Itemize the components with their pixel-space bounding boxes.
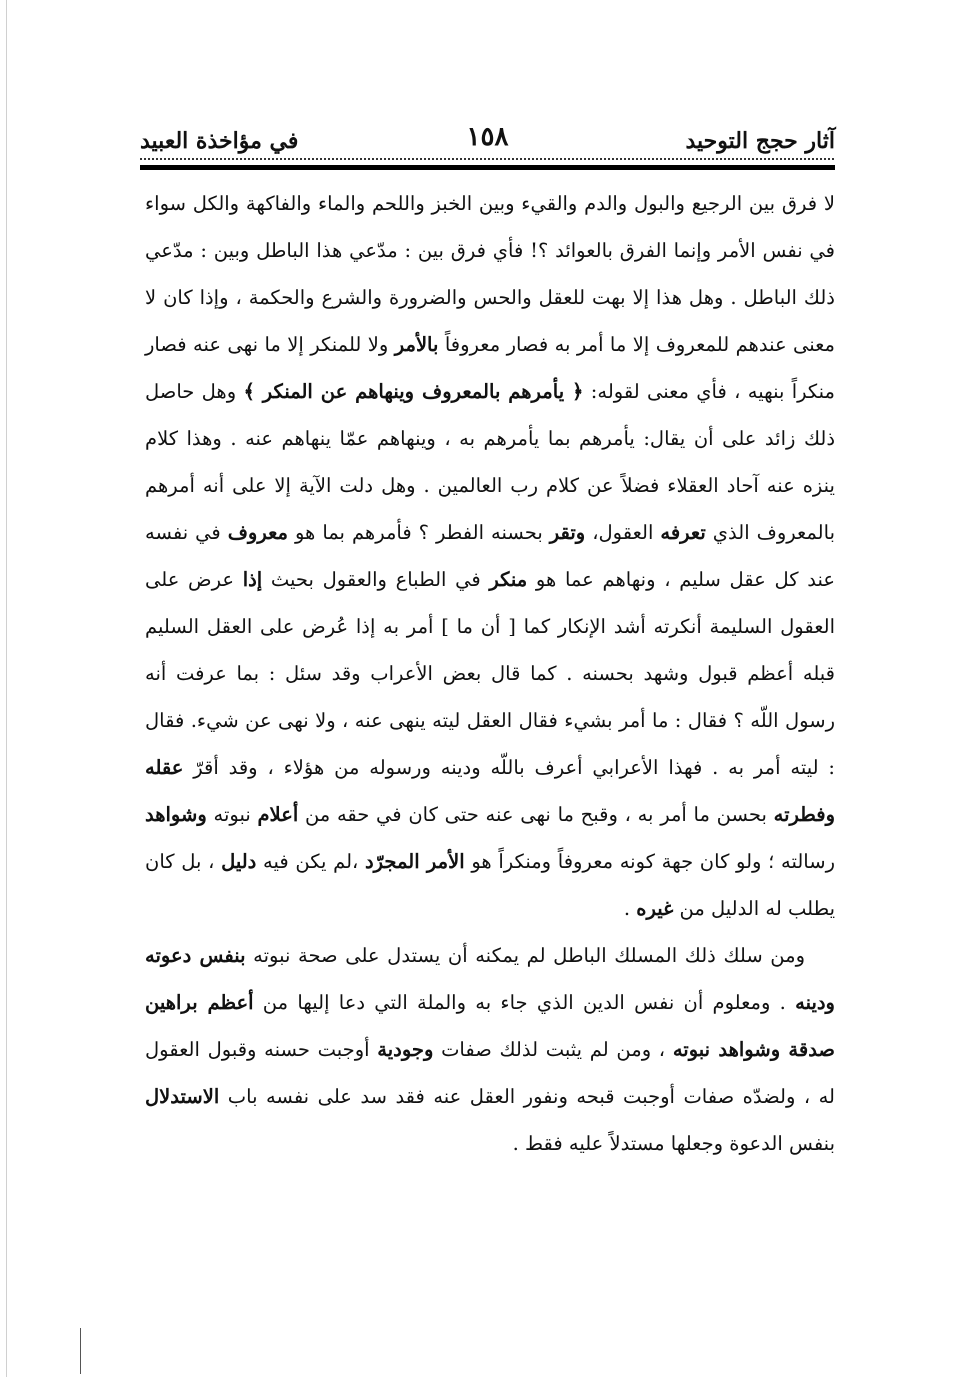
scan-edge-line: [6, 0, 7, 1377]
text-segment: ، بل كان يطلب له الدليل من: [145, 850, 835, 920]
text-segment: .: [623, 897, 637, 920]
running-header: [140, 122, 835, 158]
bold-text-segment: معروف: [227, 521, 288, 544]
bold-text-segment: ﴿ يأمرهم بالمعروف وينهاهم عن المنكر ﴾: [243, 380, 584, 403]
chapter-title: في مؤاخذة العبيد: [140, 128, 299, 154]
bold-text-segment: أعلام: [257, 803, 299, 826]
bold-text-segment: وجودية: [377, 1038, 434, 1061]
text-segment: بنفس الدعوة وجعلها مستدلاً عليه فقط .: [512, 1132, 835, 1155]
page-number: ١٥٨: [466, 122, 509, 152]
bold-text-segment: الأمر المجرّد: [364, 850, 465, 873]
text-segment: ومن سلك ذلك المسلك الباطل لم يمكنه أن يستدل على صحة نبوته: [245, 944, 805, 967]
text-segment: ، ومن لم يثبت لذلك صفات: [433, 1038, 673, 1061]
paragraph: [145, 932, 835, 1167]
text-segment: أوجبت حسنه وقبول العقول له ، ولضدّه صفات أوجبت قبحه ونفور العقل عنه فقد سد على نفسه باب: [145, 1038, 835, 1108]
bold-text-segment: بنفس دعوته ودينه: [145, 944, 835, 1014]
text-segment: العقول،: [585, 521, 661, 544]
bold-text-segment: أعظم براهين صدقة وشواهد نبوته: [145, 991, 835, 1061]
book-title: آثار حجج التوحيد: [685, 128, 835, 154]
text-segment: نبوته: [206, 803, 258, 826]
text-segment: عرض على العقول السليمة أنكرته أشد الإنكار كما [ أن ما ] أمر به إذا عُرض على العقل السليم قبله أعظم قبول وشهد بحسنه . كما قال بعض الأعراب وقد سئل : بما عرفت أنه رسول اللّه ؟ فقال : ما أمر بشيء فقال العقل ليته ينهى عنه ، ولا نهى عن شيء. فقال : ليته أمر به . فهذا الأعرابي أعرف باللّه ودينه ورسوله من هؤلاء ، وقد أقرّ: [145, 568, 835, 779]
bold-text-segment: منكر: [489, 568, 528, 591]
text-segment: ،لم يكن فيه: [256, 850, 365, 873]
bold-text-segment: تعرفه: [660, 521, 706, 544]
header-rule-thick: [140, 165, 835, 170]
text-segment: في الطباع والعقول بحيث: [262, 568, 490, 591]
bold-text-segment: وشواهد: [145, 803, 207, 826]
text-segment: في نفسه عند كل عقل سليم ، ونهاهم عما هو: [145, 521, 835, 591]
header-rule-thin: [140, 158, 835, 160]
text-segment: بحسنه الفطر ؟ فأمرهم بما هو: [287, 521, 550, 544]
text-segment: . ومعلوم أن نفس الدين الذي جاء به والملة التي دعا إليها من: [253, 991, 796, 1014]
text-segment: لا فرق بين الرجيع والبول والدم والقيء وبين الخبز واللحم والماء والفاكهة والكل سواء في نفس الأمر وإنما الفرق بالعوائد ؟! فأي فرق بين : مدّعي هذا الباطل وبين : مدّعي ذلك الباطل . وهل هذا إلا بهت للعقل والحس والضرورة والشرع والحكمة ، وإذا كان لا معنى عندهم للمعروف إلا ما أمر به فصار معروفاً: [145, 192, 836, 356]
bold-text-segment: عقله وفطرته: [145, 756, 835, 826]
bold-text-segment: وتقر: [549, 521, 586, 544]
bold-text-segment: بالأمر: [394, 333, 439, 356]
bold-text-segment: الاستدلال: [145, 1085, 220, 1108]
paragraph: [145, 180, 835, 932]
text-segment: رسالته ؛ ولو كان جهة كونه معروفاً ومنكراً هو: [464, 850, 835, 873]
scan-edge-mark: [80, 1328, 81, 1374]
bold-text-segment: دليل: [221, 850, 257, 873]
text-segment: وهل حاصل ذلك زائد على أن يقال: يأمرهم بما يأمرهم به ، وينهاهم عمّا ينهاهم عنه . وهذا كلام ينزه عنه آحاد العقلاء فضلاً عن كلام رب العالمين . وهل دلت الآية إلا على أنه أمرهم بالمعروف الذي: [145, 380, 835, 544]
text-segment: بحسن ما أمر به ، وقبح ما نهى عنه حتى كان في حقه من: [298, 803, 774, 826]
text-segment: ولا للمنكر إلا ما نهى عنه فصار منكراً بنهيه ، فأي معنى لقوله:: [145, 333, 835, 403]
bold-text-segment: إذا: [242, 568, 263, 591]
body-text: [145, 180, 835, 1167]
bold-text-segment: غيره: [636, 897, 674, 920]
